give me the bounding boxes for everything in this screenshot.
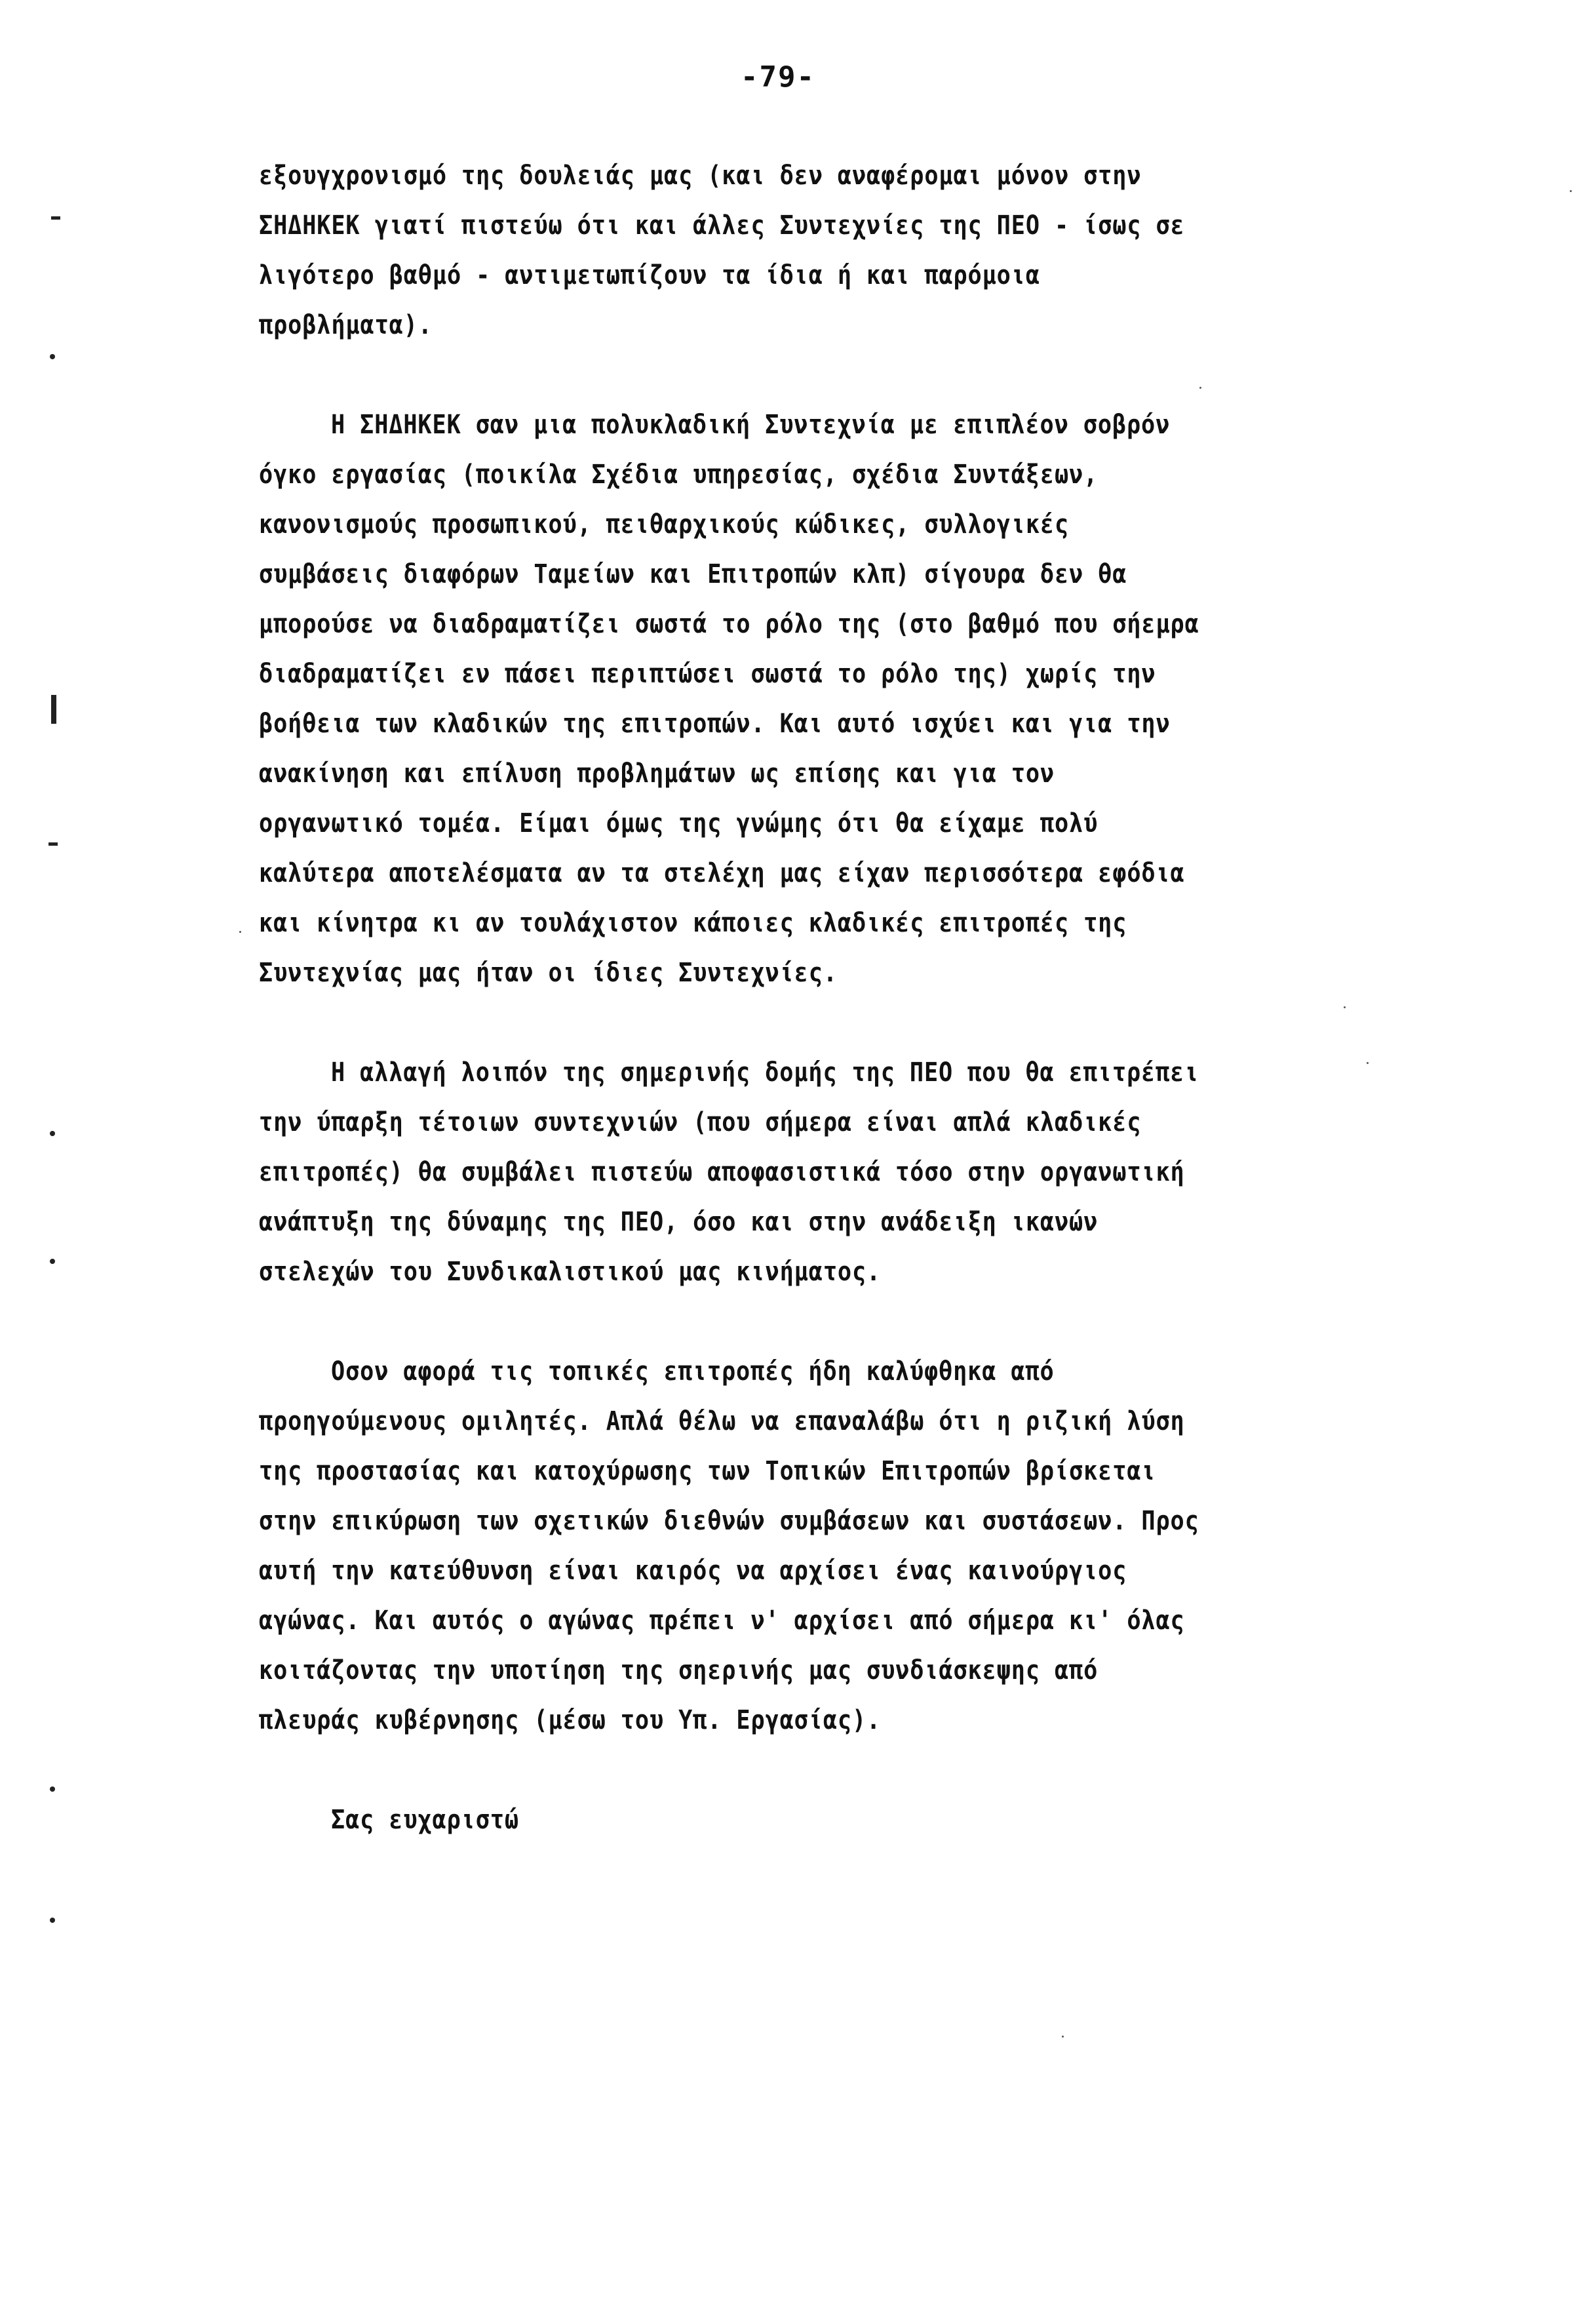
text-line: Η αλλαγή λοιπόν της σημερινής δομής της ΠΕΟ που θα επιτρέπει	[331, 1057, 1199, 1088]
text-line: καλύτερα αποτελέσματα αν τα στελέχη μας είχαν περισσότερα εφόδια	[259, 858, 1185, 888]
closing-line: Σας ευχαριστώ	[331, 1805, 519, 1835]
text-line: κανονισμούς προσωπικού, πειθαρχικούς κώδικες, συλλογικές	[259, 509, 1070, 540]
text-line: ανάπτυξη της δύναμης της ΠΕΟ, όσο και στην ανάδειξη ικανών	[259, 1207, 1099, 1237]
text-line: αυτή την κατεύθυνση είναι καιρός να αρχίσει ένας καινούργιος	[259, 1556, 1127, 1586]
scan-mark	[50, 1786, 55, 1792]
scan-mark	[50, 354, 55, 359]
scan-speck	[1062, 2036, 1064, 2038]
text-line: της προστασίας και κατοχύρωσης των Τοπικών Επιτροπών βρίσκεται	[259, 1456, 1156, 1486]
text-line: ανακίνηση και επίλυση προβλημάτων ως επίσης και για τον	[259, 759, 1055, 789]
scan-mark	[50, 1259, 55, 1264]
scan-mark	[51, 695, 56, 724]
document-body	[259, 151, 1334, 1845]
text-line: οργανωτικό τομέα. Είμαι όμως της γνώμης ότι θα είχαμε πολύ	[259, 808, 1099, 838]
text-line: και κίνητρα κι αν τουλάχιστον κάποιες κλαδικές επιτροπές της	[259, 908, 1127, 938]
scan-speck	[1570, 190, 1572, 192]
scan-speck	[1344, 1006, 1346, 1008]
scan-mark	[50, 1918, 55, 1923]
text-line: βοήθεια των κλαδικών της επιτροπών. Και αυτό ισχύει και για την	[259, 709, 1171, 739]
text-line: εξουγχρονισμό της δουλειάς μας (και δεν αναφέρομαι μόνον στην	[259, 161, 1142, 191]
paragraph-gap	[259, 1297, 1334, 1347]
text-line: διαδραματίζει εν πάσει περιπτώσει σωστά το ρόλο της) χωρίς την	[259, 659, 1156, 689]
text-line: αγώνας. Και αυτός ο αγώνας πρέπει ν' αρχίσει από σήμερα κι' όλας	[259, 1606, 1185, 1636]
text-line: στελεχών του Συνδικαλιστικού μας κινήματος.	[259, 1257, 882, 1287]
scan-speck	[239, 931, 241, 933]
paragraph-2	[259, 400, 1334, 998]
text-line: ΣΗΔΗΚΕΚ γιατί πιστεύω ότι και άλλες Συντεχνίες της ΠΕΟ - ίσως σε	[259, 210, 1185, 241]
text-line: όγκο εργασίας (ποικίλα Σχέδια υπηρεσίας, σχέδια Συντάξεων,	[259, 460, 1099, 490]
text-line: συμβάσεις διαφόρων Ταμείων και Επιτροπών κλπ) σίγουρα δεν θα	[259, 559, 1127, 589]
paragraph-gap	[259, 350, 1334, 400]
text-line: στην επικύρωση των σχετικών διεθνών συμβάσεων και συστάσεων. Προς	[259, 1506, 1199, 1536]
text-line: προβλήματα).	[259, 310, 433, 340]
paragraph-4	[259, 1347, 1334, 1745]
scan-speck	[1367, 1062, 1369, 1064]
scan-mark	[50, 1131, 55, 1136]
text-line: λιγότερο βαθμό - αντιμετωπίζουν τα ίδια ή και παρόμοια	[259, 260, 1040, 290]
text-line: προηγούμενους ομιλητές. Απλά θέλω να επαναλάβω ότι η ριζική λύση	[259, 1406, 1185, 1436]
paragraph-3	[259, 1048, 1334, 1297]
paragraph-gap	[259, 998, 1334, 1048]
text-line: επιτροπές) θα συμβάλει πιστεύω αποφασιστικά τόσο στην οργανωτική	[259, 1157, 1185, 1187]
text-line: Η ΣΗΔΗΚΕΚ σαν μια πολυκλαδική Συντεχνία με επιπλέον σοβρόν	[331, 410, 1171, 440]
text-line: μπορούσε να διαδραματίζει σωστά το ρόλο της (στο βαθμό που σήεμρα	[259, 609, 1199, 639]
text-line: Οσον αφορά τις τοπικές επιτροπές ήδη καλύφθηκα από	[331, 1356, 1055, 1387]
scan-mark	[51, 216, 60, 220]
scan-mark	[49, 842, 58, 846]
closing-paragraph	[259, 1795, 1334, 1845]
text-line: την ύπαρξη τέτοιων συντεχνιών (που σήμερα είναι απλά κλαδικές	[259, 1107, 1142, 1137]
paragraph-gap	[259, 1745, 1334, 1795]
page-number: -79-	[741, 60, 815, 94]
paragraph-1	[259, 151, 1334, 350]
scan-speck	[1199, 387, 1201, 389]
text-line: Συντεχνίας μας ήταν οι ίδιες Συντεχνίες.	[259, 958, 838, 988]
text-line: κοιτάζοντας την υποτίηση της σηερινής μας συνδιάσκεψης από	[259, 1655, 1099, 1686]
text-line: πλευράς κυβέρνησης (μέσω του Υπ. Εργασίας).	[259, 1705, 882, 1735]
